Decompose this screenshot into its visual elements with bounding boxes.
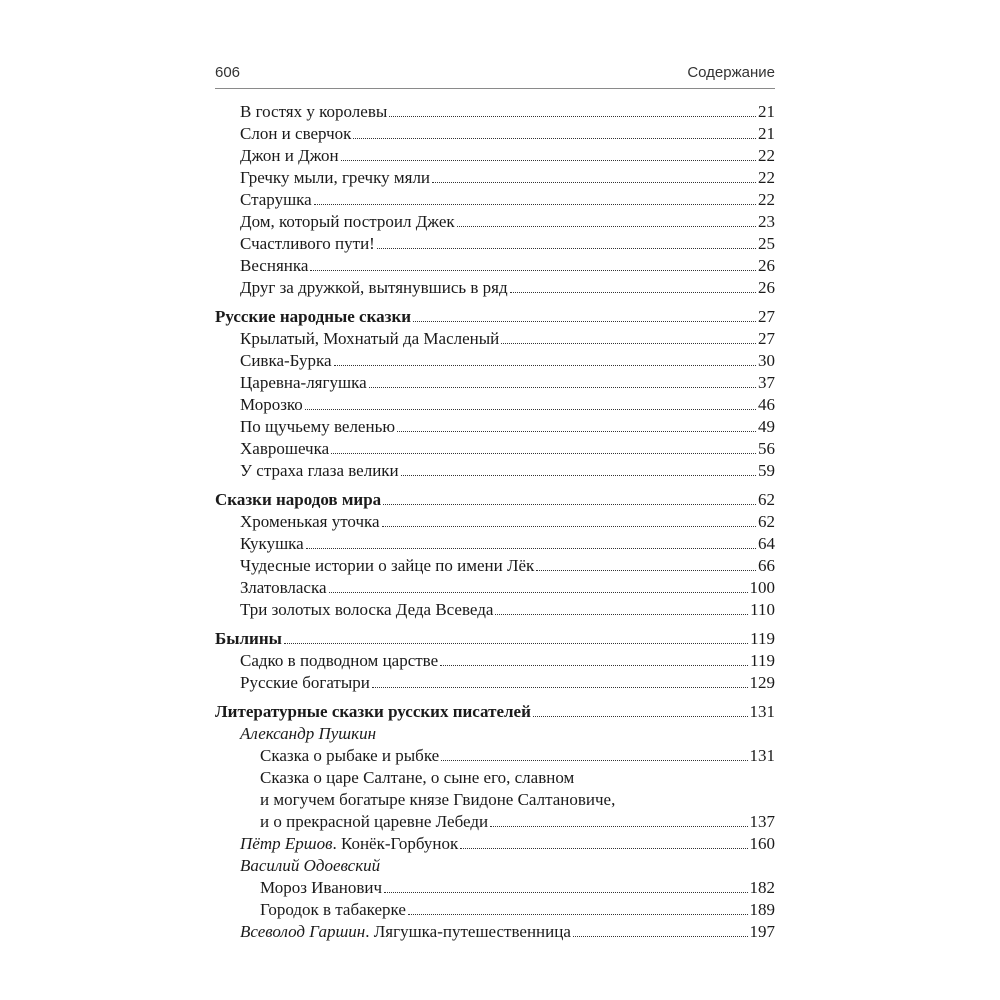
toc-section: [215, 628, 775, 650]
toc-entry: [215, 899, 775, 921]
toc-entry: [215, 350, 775, 372]
toc-entry: [215, 416, 775, 438]
dot-leader: [457, 226, 756, 227]
author-name: Василий Одоевский: [240, 856, 381, 875]
page-ref: 30: [758, 351, 775, 370]
dot-leader: [389, 116, 756, 117]
page-ref: 59: [758, 461, 775, 480]
page-ref: 119: [750, 629, 775, 648]
toc-entry: [215, 328, 775, 350]
toc-entry: [215, 650, 775, 672]
toc-entry: [215, 533, 775, 555]
dot-leader: [382, 526, 756, 527]
page-ref: 189: [749, 900, 775, 919]
toc-entry: [215, 877, 775, 899]
toc-entry: [215, 555, 775, 577]
entry-title-line: Сказка о царе Салтане, о сыне его, славном: [260, 768, 575, 787]
entry-title: Мороз Иванович: [260, 878, 383, 897]
entry-title: Джон и Джон: [240, 146, 339, 165]
page-ref: 64: [758, 534, 775, 553]
toc-entry: [215, 233, 775, 255]
page-ref: 26: [758, 278, 775, 297]
entry-title: Сивка-Бурка: [240, 351, 332, 370]
toc-entry: [215, 101, 775, 123]
dot-leader: [573, 936, 748, 937]
toc-author: [215, 855, 775, 877]
dot-leader: [369, 387, 756, 388]
entry-title: Кукушка: [240, 534, 304, 553]
toc-entry: [215, 123, 775, 145]
toc-entry: [215, 577, 775, 599]
page-ref: 26: [758, 256, 775, 275]
toc-entry: [215, 145, 775, 167]
page-ref: 49: [758, 417, 775, 436]
dot-leader: [372, 687, 748, 688]
dot-leader: [495, 614, 748, 615]
dot-leader: [441, 760, 747, 761]
entry-title: Три золотых волоска Деда Всеведа: [240, 600, 494, 619]
entry-title: Хроменькая уточка: [240, 512, 380, 531]
entry-title: Веснянка: [240, 256, 309, 275]
page-ref: 46: [758, 395, 775, 414]
entry-title: Хаврошечка: [240, 439, 330, 458]
toc-author: [215, 723, 775, 745]
page-ref: 22: [758, 190, 775, 209]
dot-leader: [334, 365, 756, 366]
dot-leader: [310, 270, 756, 271]
page-ref: 25: [758, 234, 775, 253]
entry-title: Друг за дружкой, вытянувшись в ряд: [240, 278, 508, 297]
dot-leader: [383, 504, 756, 505]
dot-leader: [536, 570, 756, 571]
dot-leader: [533, 716, 748, 717]
entry-title: Чудесные истории о зайце по имени Лёк: [240, 556, 535, 575]
toc-entry: [215, 372, 775, 394]
toc-entry: [215, 211, 775, 233]
entry-title: . Лягушка-путешественница: [365, 922, 571, 941]
page-ref: 131: [749, 702, 775, 721]
toc-entry-continuation: [215, 789, 775, 811]
entry-title: Крылатый, Мохнатый да Масленый: [240, 329, 500, 348]
page-ref: 137: [749, 812, 775, 831]
entry-title: Садко в подводном царстве: [240, 651, 439, 670]
page-ref: 22: [758, 168, 775, 187]
author-entry-title: [240, 921, 571, 943]
toc-section: [215, 489, 775, 511]
entry-title: и о прекрасной царевне Лебеди: [260, 812, 489, 831]
toc-section: [215, 306, 775, 328]
dot-leader: [284, 643, 748, 644]
dot-leader: [306, 548, 756, 549]
dot-leader: [305, 409, 756, 410]
entry-title: В гостях у королевы: [240, 102, 388, 121]
page-ref: 66: [758, 556, 775, 575]
entry-title: Дом, который построил Джек: [240, 212, 455, 231]
toc-entry: [215, 255, 775, 277]
page-number: 606: [215, 64, 241, 81]
page-ref: 21: [758, 102, 775, 121]
toc-entry: [215, 745, 775, 767]
page-ref: 197: [749, 922, 775, 941]
entry-title: Сказка о рыбаке и рыбке: [260, 746, 440, 765]
dot-leader: [408, 914, 748, 915]
entry-title: Счастливого пути!: [240, 234, 375, 253]
entry-title: . Конёк-Горбунок: [332, 834, 459, 853]
entry-title: Златовласка: [240, 578, 327, 597]
toc-entry: [215, 189, 775, 211]
dot-leader: [353, 138, 756, 139]
entry-title-line: и могучем богатыре князе Гвидоне Салтановиче,: [260, 790, 616, 809]
toc-entry: [215, 167, 775, 189]
dot-leader: [490, 826, 747, 827]
page-ref: 27: [758, 329, 775, 348]
dot-leader: [384, 892, 747, 893]
toc-entry: [215, 277, 775, 299]
page-ref: 62: [758, 512, 775, 531]
author-name: Пётр Ершов: [240, 834, 333, 853]
running-title: Содержание: [687, 64, 775, 81]
page-ref: 37: [758, 373, 775, 392]
page-ref: 56: [758, 439, 775, 458]
dot-leader: [413, 321, 756, 322]
entry-title: Русские богатыри: [240, 673, 370, 692]
page-ref: 100: [749, 578, 775, 597]
entry-title: Гречку мыли, гречку мяли: [240, 168, 431, 187]
dot-leader: [329, 592, 748, 593]
entry-title: Слон и сверчок: [240, 124, 352, 143]
toc-author-entry: [215, 833, 775, 855]
entry-title: У страха глаза велики: [240, 461, 399, 480]
toc-entry: [215, 811, 775, 833]
dot-leader: [397, 431, 756, 432]
toc-entry-continuation: [215, 767, 775, 789]
dot-leader: [314, 204, 756, 205]
page-ref: 129: [749, 673, 775, 692]
dot-leader: [341, 160, 756, 161]
entry-title: Морозко: [240, 395, 303, 414]
section-title: Былины: [215, 629, 282, 648]
dot-leader: [460, 848, 747, 849]
dot-leader: [331, 453, 756, 454]
author-name: Александр Пушкин: [240, 724, 376, 743]
toc-entry: [215, 394, 775, 416]
page-ref: 110: [750, 600, 775, 619]
page-ref: 27: [758, 307, 775, 326]
section-title: Сказки народов мира: [215, 490, 382, 509]
page-ref: 119: [750, 651, 775, 670]
page-ref: 23: [758, 212, 775, 231]
entry-title: Старушка: [240, 190, 312, 209]
entry-title: Городок в табакерке: [260, 900, 406, 919]
page-ref: 21: [758, 124, 775, 143]
toc-entry: [215, 460, 775, 482]
entry-title: По щучьему веленью: [240, 417, 396, 436]
dot-leader: [510, 292, 756, 293]
dot-leader: [401, 475, 756, 476]
entry-title: Царевна-лягушка: [240, 373, 367, 392]
author-entry-title: [240, 833, 458, 855]
page-ref: 131: [749, 746, 775, 765]
section-title: Русские народные сказки: [215, 307, 412, 326]
toc-section: [215, 701, 775, 723]
toc-author-entry: [215, 921, 775, 943]
toc-entry: [215, 511, 775, 533]
toc-entry: [215, 672, 775, 694]
dot-leader: [501, 343, 756, 344]
page-ref: 62: [758, 490, 775, 509]
page-ref: 182: [749, 878, 775, 897]
dot-leader: [377, 248, 756, 249]
dot-leader: [440, 665, 748, 666]
toc-entry: [215, 438, 775, 460]
section-title: Литературные сказки русских писателей: [215, 702, 531, 721]
author-name: Всеволод Гаршин: [240, 922, 366, 941]
table-of-contents: [215, 101, 775, 943]
page-ref: 22: [758, 146, 775, 165]
toc-entry: [215, 599, 775, 621]
page-ref: 160: [749, 834, 775, 853]
dot-leader: [432, 182, 756, 183]
page-header: [215, 58, 775, 89]
